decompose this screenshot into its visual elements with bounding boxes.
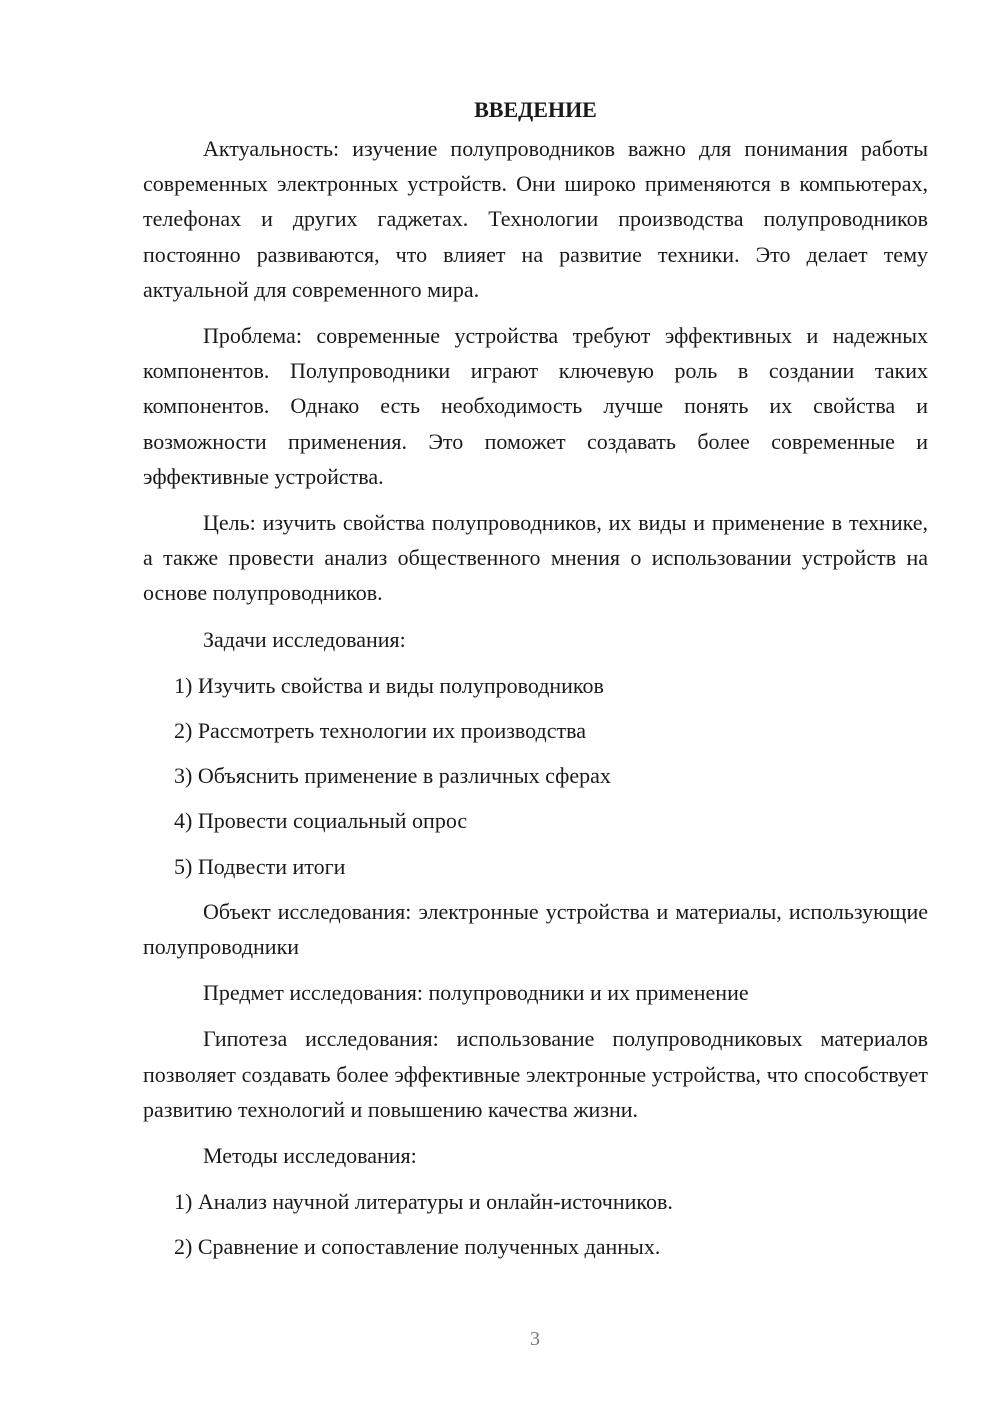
document-page (143, 92, 928, 1275)
method-item: 2) Сравнение и сопоставление полученных данных. (174, 1234, 661, 1260)
task-item: 1) Изучить свойства и виды полупроводников (174, 672, 604, 698)
methods-heading: Методы исследования: (203, 1143, 417, 1169)
object-paragraph: Объект исследования: электронные устройства и материалы, использующие полупроводники (143, 898, 928, 960)
goal-paragraph: Цель: изучить свойства полупроводников, их виды и применение в технике, а также провести анализ общественного мнения о использовании устройств на основе полупроводников. (143, 510, 928, 606)
relevance-paragraph: Актуальность: изучение полупроводников важно для понимания работы современных электронных устройств. Они широко применяются в компьютерах, телефонах и других гаджетах. Технологии производства полупроводников постоянно развиваются, что влияет на развитие техники. Это делает тему актуальной для современного мира. (143, 136, 928, 302)
method-item: 1) Анализ научной литературы и онлайн-источников. (174, 1189, 673, 1215)
task-item: 3) Объяснить применение в различных сферах (174, 763, 611, 789)
subject-paragraph: Предмет исследования: полупроводники и их применение (203, 980, 749, 1006)
page-number: 3 (530, 1328, 540, 1350)
tasks-heading: Задачи исследования: (203, 626, 406, 652)
problem-paragraph: Проблема: современные устройства требуют эффективных и надежных компонентов. Полупроводники играют ключевую роль в создании таких компонентов. Однако есть необходимость лучше понять их свойства и возможности применения. Это поможет создавать более современные и эффективные устройства. (143, 323, 928, 489)
task-item: 4) Провести социальный опрос (174, 808, 468, 834)
section-title: ВВЕДЕНИЕ (474, 97, 597, 122)
task-item: 2) Рассмотреть технологии их производства (174, 718, 586, 744)
hypothesis-paragraph: Гипотеза исследования: использование полупроводниковых материалов позволяет создавать более эффективные электронные устройства, что способствует развитию технологий и повышению качества жизни. (143, 1026, 928, 1122)
task-item: 5) Подвести итоги (174, 853, 346, 879)
